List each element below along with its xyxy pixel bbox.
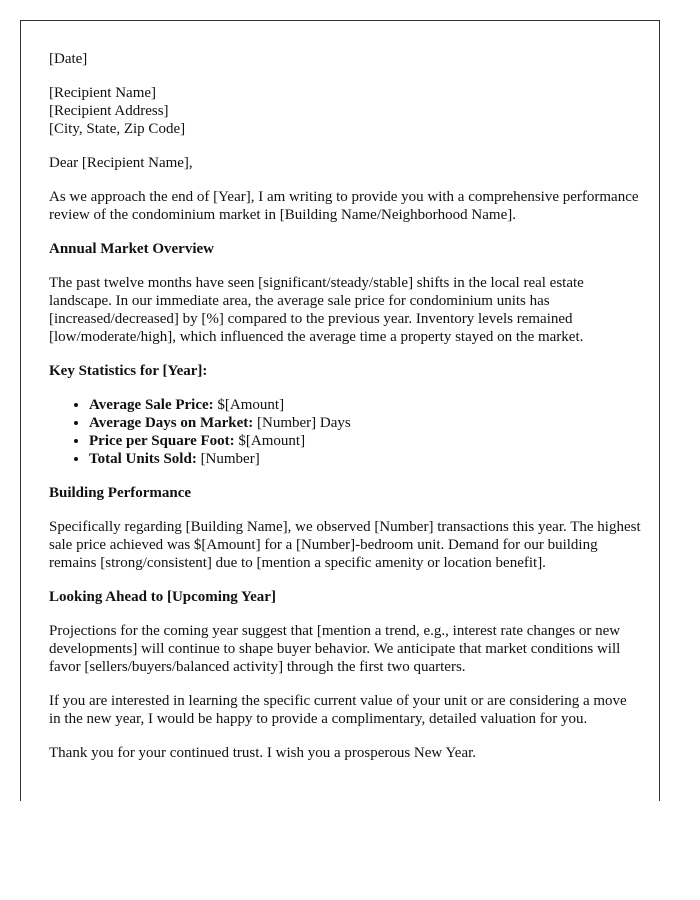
salutation: Dear [Recipient Name],	[49, 155, 193, 171]
building-paragraph: Specifically regarding [Building Name], we observed [Number] transactions this year. The highest sale price achieved was $[Amount] for a [Number]-bedroom unit. Demand for our building remains [strong/consistent] due to [mention a specific amenity or location benefit].	[49, 519, 641, 571]
letter-body	[49, 50, 641, 762]
closing-paragraph: Thank you for your continued trust. I wish you a prosperous New Year.	[49, 745, 477, 761]
stat-value: $[Amount]	[213, 397, 285, 413]
date: [Date]	[49, 51, 88, 67]
list-item	[89, 414, 641, 432]
stat-label: Price per Square Foot:	[89, 433, 235, 449]
overview-heading: Annual Market Overview	[49, 241, 214, 257]
stats-list	[49, 396, 641, 468]
ahead-paragraph: Projections for the coming year suggest that [mention a trend, e.g., interest rate changes or new developments] will continue to shape buyer behavior. We anticipate that market conditions will favor [sellers/buyers/balanced activity] through the first two quarters.	[49, 623, 621, 675]
stat-value: [Number]	[196, 451, 260, 467]
offer-paragraph: If you are interested in learning the specific current value of your unit or are considering a move in the new year, I would be happy to provide a complimentary, detailed valuation for you.	[49, 693, 627, 727]
letter-page	[20, 20, 660, 801]
ahead-heading: Looking Ahead to [Upcoming Year]	[49, 589, 276, 605]
stat-value: $[Amount]	[234, 433, 306, 449]
recipient-address: [Recipient Address]	[49, 103, 169, 119]
list-item	[89, 396, 641, 414]
list-item	[89, 450, 641, 468]
stat-label: Average Days on Market:	[89, 415, 254, 431]
stat-value: [Number] Days	[253, 415, 351, 431]
intro-paragraph: As we approach the end of [Year], I am writing to provide you with a comprehensive performance review of the condominium market in [Building Name/Neighborhood Name].	[49, 189, 639, 223]
recipient-name: [Recipient Name]	[49, 85, 157, 101]
building-heading: Building Performance	[49, 485, 192, 501]
stat-label: Total Units Sold:	[89, 451, 197, 467]
overview-paragraph: The past twelve months have seen [significant/steady/stable] shifts in the local real estate landscape. In our immediate area, the average sale price for condominium units has [increased/decreased] by [%] compared to the previous year. Inventory levels remained [low/moderate/high], which influenced the average time a property stayed on the market.	[49, 275, 584, 345]
recipient-city: [City, State, Zip Code]	[49, 121, 186, 137]
recipient-block	[49, 84, 641, 138]
list-item	[89, 432, 641, 450]
stat-label: Average Sale Price:	[89, 397, 214, 413]
stats-heading: Key Statistics for [Year]:	[49, 363, 208, 379]
